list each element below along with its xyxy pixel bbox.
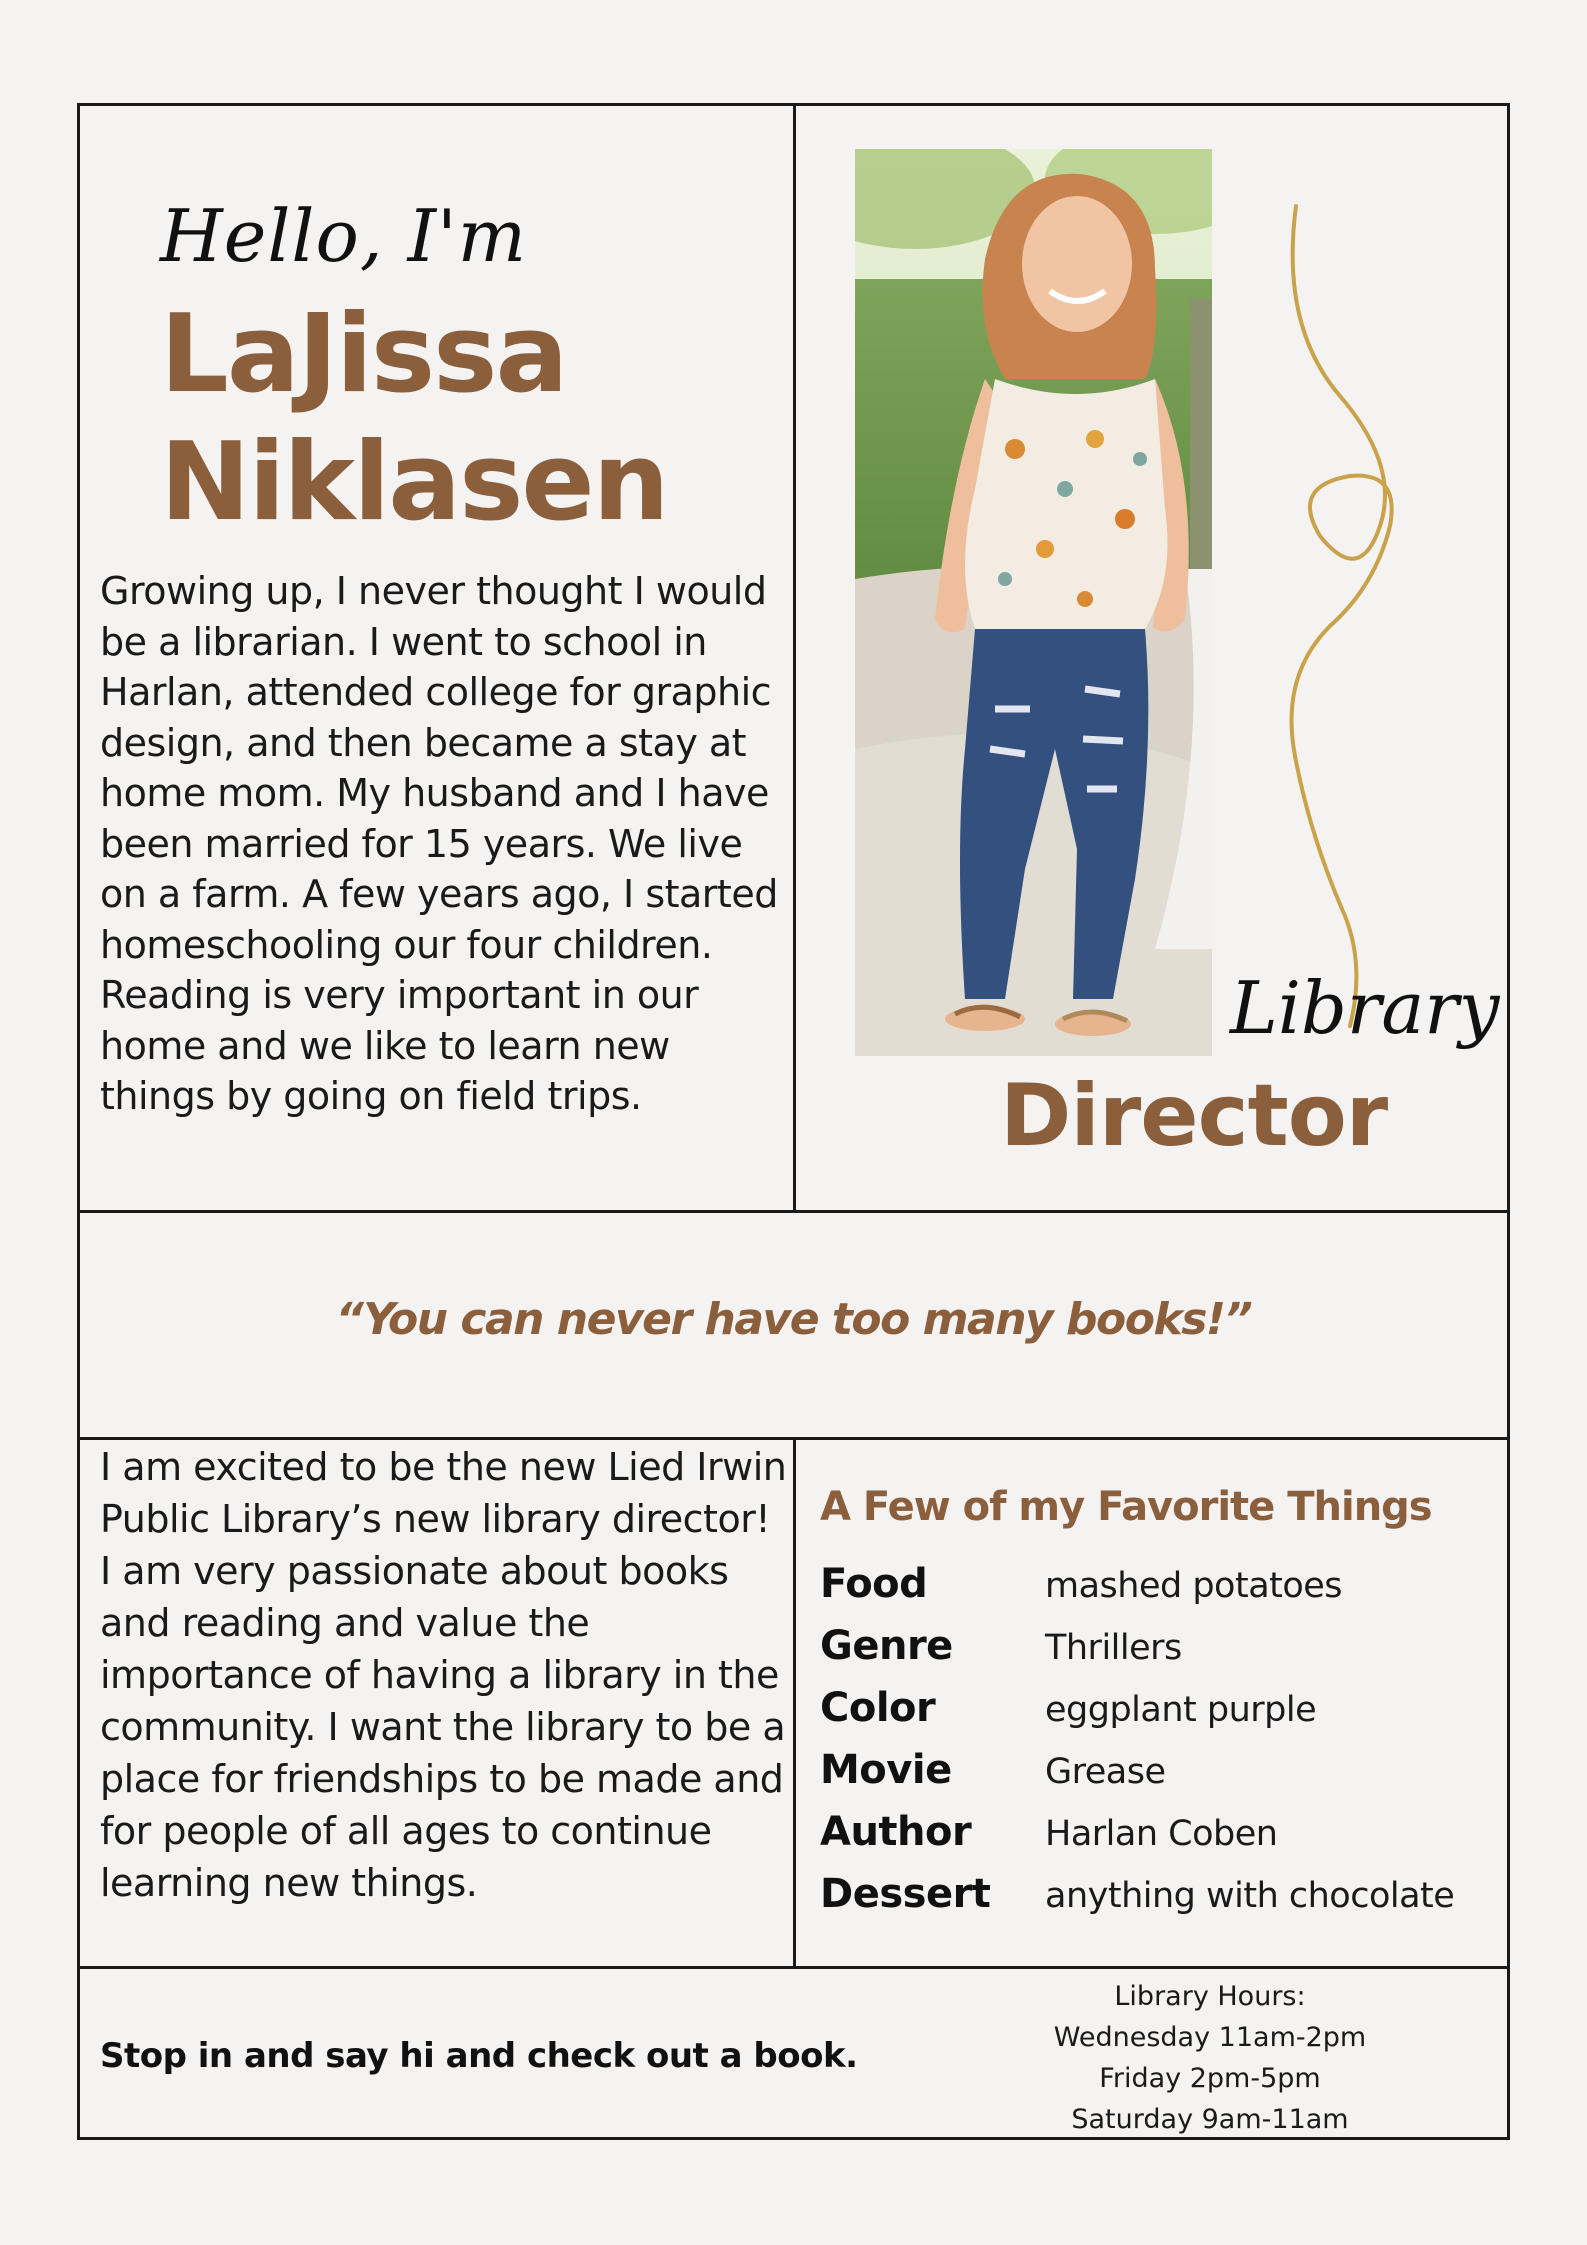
library-hours-line: Wednesday 11am-2pm [1053, 2022, 1367, 2053]
favorite-value: Grease [1045, 1752, 1166, 1792]
favorite-row-dessert [820, 1871, 1490, 1933]
quote-text: “You can never have too many books!” [335, 1294, 1252, 1345]
person-name [160, 291, 668, 547]
favorite-row-genre [820, 1623, 1490, 1685]
divider-middle-vertical [793, 1438, 796, 1967]
favorite-value: mashed potatoes [1045, 1566, 1343, 1606]
favorite-value: Harlan Coben [1045, 1814, 1278, 1854]
favorite-label: Dessert [820, 1871, 991, 1917]
library-hours [980, 1976, 1440, 2140]
greeting-text: Hello, I'm [160, 194, 528, 278]
favorite-row-color [820, 1685, 1490, 1747]
favorites-title: A Few of my Favorite Things [820, 1484, 1432, 1530]
favorite-row-movie [820, 1747, 1490, 1809]
favorite-row-author [820, 1809, 1490, 1871]
person-first-name: LaJissa [160, 292, 567, 417]
library-hours-line: Saturday 9am-11am [1071, 2104, 1349, 2135]
bio-paragraph: Growing up, I never thought I would be a librarian. I went to school in Harlan, attended college for graphic design, and then became a stay at home mom. My husband and I have been married for 15 years. We live on a farm. A few years ago, I started homeschooling our four children. Reading is very important in our home and we like to learn new things by going on field trips. [100, 569, 778, 1118]
decorative-swirl [1270, 196, 1420, 1036]
role-title: Director [1000, 1066, 1388, 1166]
favorite-value: eggplant purple [1045, 1690, 1317, 1730]
person-last-name: Niklasen [160, 420, 668, 545]
call-to-action: Stop in and say hi and check out a book. [100, 2036, 858, 2076]
favorite-label: Color [820, 1685, 936, 1731]
favorite-value: Thrillers [1045, 1628, 1182, 1668]
favorite-value: anything with chocolate [1045, 1876, 1455, 1916]
favorite-label: Genre [820, 1623, 953, 1669]
favorite-label: Food [820, 1561, 928, 1607]
favorite-label: Author [820, 1809, 972, 1855]
divider-top-vertical [793, 106, 796, 1211]
favorite-row-food [820, 1561, 1490, 1623]
portrait-photo [855, 149, 1212, 1056]
portrait-illustration [855, 149, 1212, 1056]
director-statement: I am excited to be the new Lied Irwin Public Library’s new library director! I am very passionate about books and reading and value the importance of having a library in the community. I want the library to be a place for friendships to be made and for people of all ages to continue learning new things. [100, 1445, 787, 1905]
library-hours-line: Friday 2pm-5pm [1099, 2063, 1321, 2094]
poster-frame [77, 103, 1510, 2140]
favorites-list [820, 1561, 1490, 1933]
favorite-label: Movie [820, 1747, 952, 1793]
library-hours-title: Library Hours: [1114, 1981, 1306, 2012]
role-script-text: Library [1230, 966, 1500, 1050]
